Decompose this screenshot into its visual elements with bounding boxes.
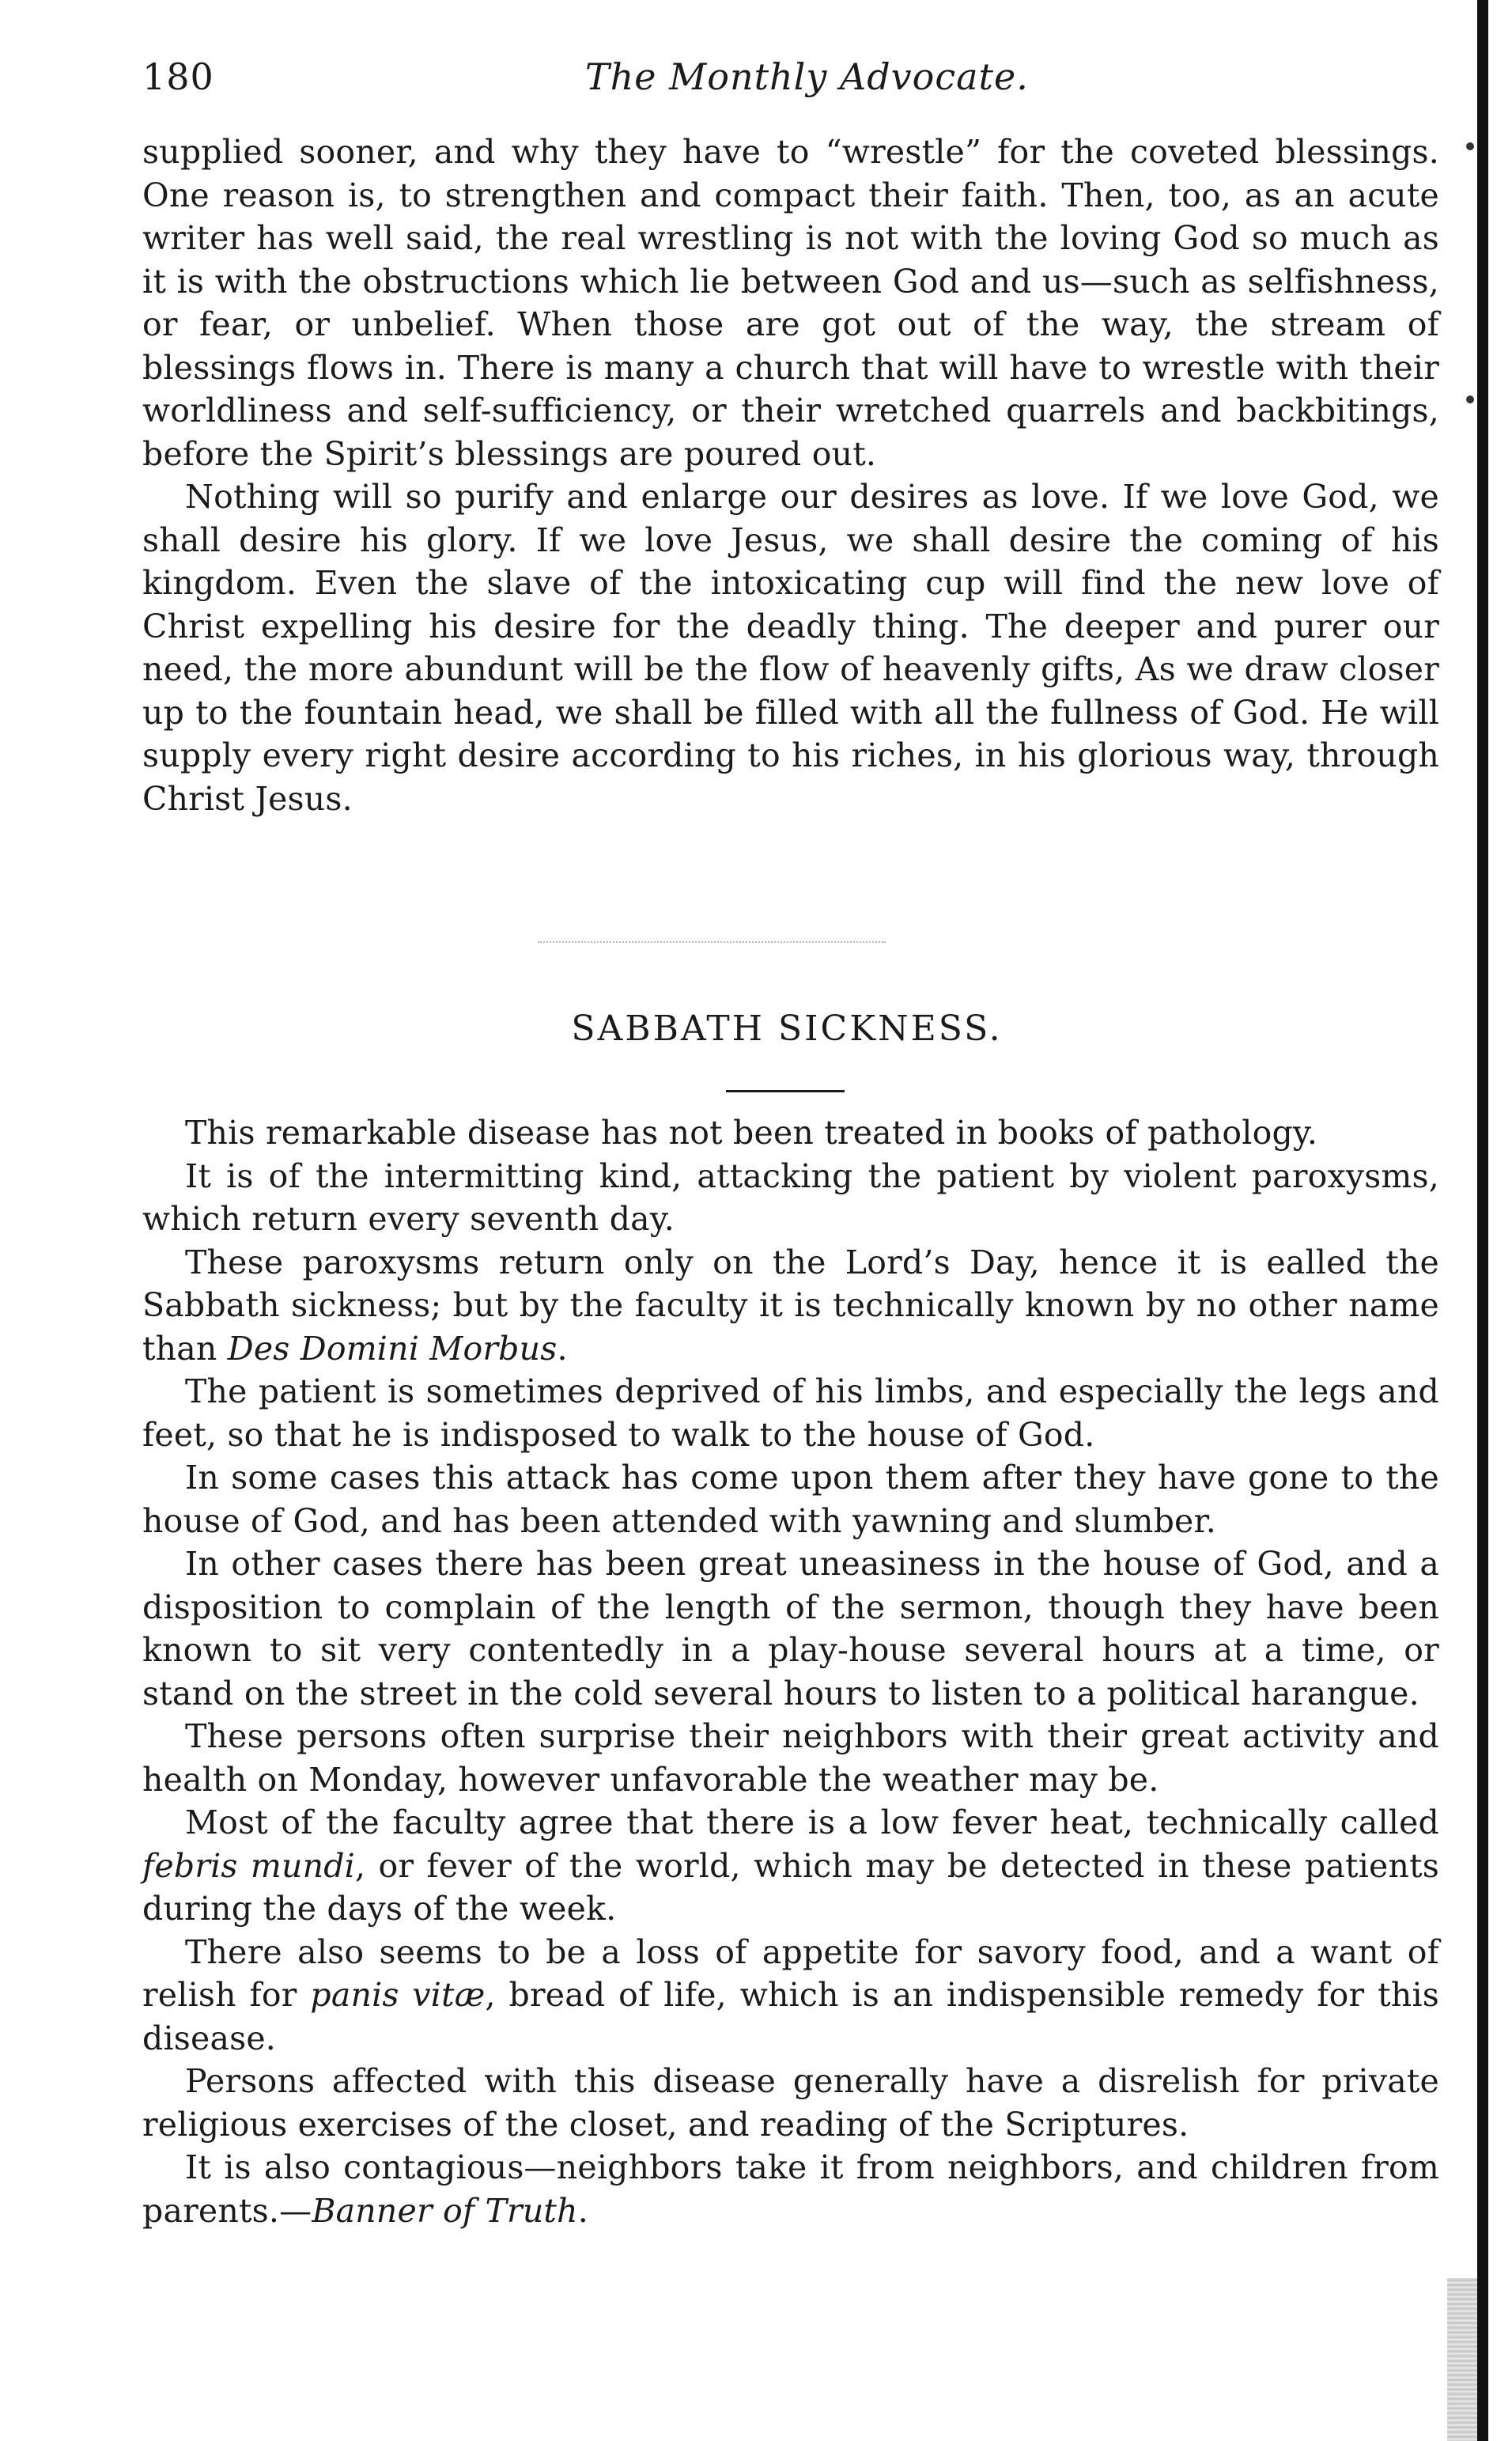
paragraph-text: These persons often surprise their neighbors with their great activity and health on Monday, however unfavorable the weather may be. <box>142 1717 1439 1799</box>
latin-term: Des Domini Morbus <box>227 1329 558 1368</box>
edge-speck <box>1466 395 1474 403</box>
paragraph <box>142 1241 1439 1371</box>
section-divider <box>538 941 886 943</box>
paragraph <box>142 2060 1439 2146</box>
title-rule <box>726 1090 845 1092</box>
paragraph <box>142 1542 1439 1715</box>
paragraph <box>142 2146 1439 2232</box>
page-number: 180 <box>142 55 214 98</box>
paragraph <box>142 1456 1439 1542</box>
paragraph-text: This remarkable disease has not been treated in books of pathology. <box>185 1114 1318 1152</box>
paragraph <box>142 1715 1439 1801</box>
previous-article-ending <box>142 131 1439 820</box>
paragraph-text: Persons affected with this disease generally have a disrelish for private religious exercises of the closet, and reading of the Scriptures. <box>142 2062 1439 2144</box>
paragraph-text-after: , or fever of the world, which may be detected in these patients during the days of the week. <box>142 1846 1439 1928</box>
paragraph <box>142 1931 1439 2061</box>
paragraph-text: Most of the faculty agree that there is a low fever heat, technically called <box>185 1803 1439 1841</box>
paragraph: Nothing will so purify and enlarge our desires as love. If we love God, we shall desire his glory. If we love Jesus, we shall desire the coming of his kingdom. Even the slave of the intoxicating cup will find the new love of Christ expelling his desire for the deadly thing. The deeper and purer our need, the more abundunt will be the flow of heavenly gifts, As we draw closer up to the fountain head, we shall be filled with all the fullness of God. He will supply every right desire according to his riches, in his glorious way, through Christ Jesus. <box>142 478 1439 818</box>
page-edge-shadow <box>1447 2278 1477 2441</box>
paragraph <box>142 1801 1439 1931</box>
latin-term: febris mundi <box>142 1846 355 1885</box>
paragraph-text: It is of the intermitting kind, attacking the patient by violent paroxysms, which return every seventh day. <box>142 1156 1439 1238</box>
paragraph <box>142 1111 1439 1155</box>
paragraph-text-after: . <box>557 1329 568 1368</box>
paragraph-text: In other cases there has been great uneasiness in the house of God, and a disposition to complain of the length of the sermon, though they have been known to sit very contentedly in a play-house several hours at a time, or stand on the street in the cold several hours to listen to a political harangue. <box>142 1545 1439 1712</box>
paragraph-text: These paroxysms return only on the Lord’s Day, hence it is ealled the Sabbath sickness; but by the faculty it is technically known by no other name than <box>142 1243 1439 1368</box>
latin-term: panis vitæ <box>310 1976 486 2014</box>
running-header <box>142 55 1439 111</box>
paragraph-text: The patient is sometimes deprived of his limbs, and especially the legs and feet, so that he is indisposed to walk to the house of God. <box>142 1372 1439 1454</box>
page-edge-binding <box>1477 0 1488 2441</box>
article-title: SABBATH SICKNESS. <box>571 1009 1003 1049</box>
running-title: The Monthly Advocate. <box>585 55 1029 98</box>
paragraph <box>142 1370 1439 1456</box>
source-citation: Banner of Truth <box>312 2191 578 2230</box>
edge-speck <box>1466 142 1474 150</box>
paragraph-text-after: , bread of life, which is an indispensible remedy for this disease. <box>142 1976 1439 2057</box>
article-body <box>142 1111 1439 2232</box>
paragraph-text: It is also contagious—neighbors take it from neighbors, and children from parents.— <box>142 2148 1439 2230</box>
paragraph-text-after: . <box>577 2191 588 2230</box>
paragraph <box>142 1155 1439 1241</box>
paragraph-text: There also seems to be a loss of appetite for savory food, and a want of relish for <box>142 1932 1439 2014</box>
paragraph: supplied sooner, and why they have to “wrestle” for the coveted blessings. One reason is, to strengthen and compact their faith. Then, too, as an acute writer has well said, the real wrestling is not with the loving God so much as it is with the obstructions which lie between God and us—such as selfishness, or fear, or unbelief. When those are got out of the way, the stream of blessings flows in. There is many a church that will have to wrestle with their worldliness and self-sufficiency, or their wretched quarrels and backbitings, before the Spirit’s blessings are poured out. <box>142 133 1439 473</box>
paragraph-text: In some cases this attack has come upon them after they have gone to the house of God, and has been attended with yawning and slumber. <box>142 1459 1439 1540</box>
